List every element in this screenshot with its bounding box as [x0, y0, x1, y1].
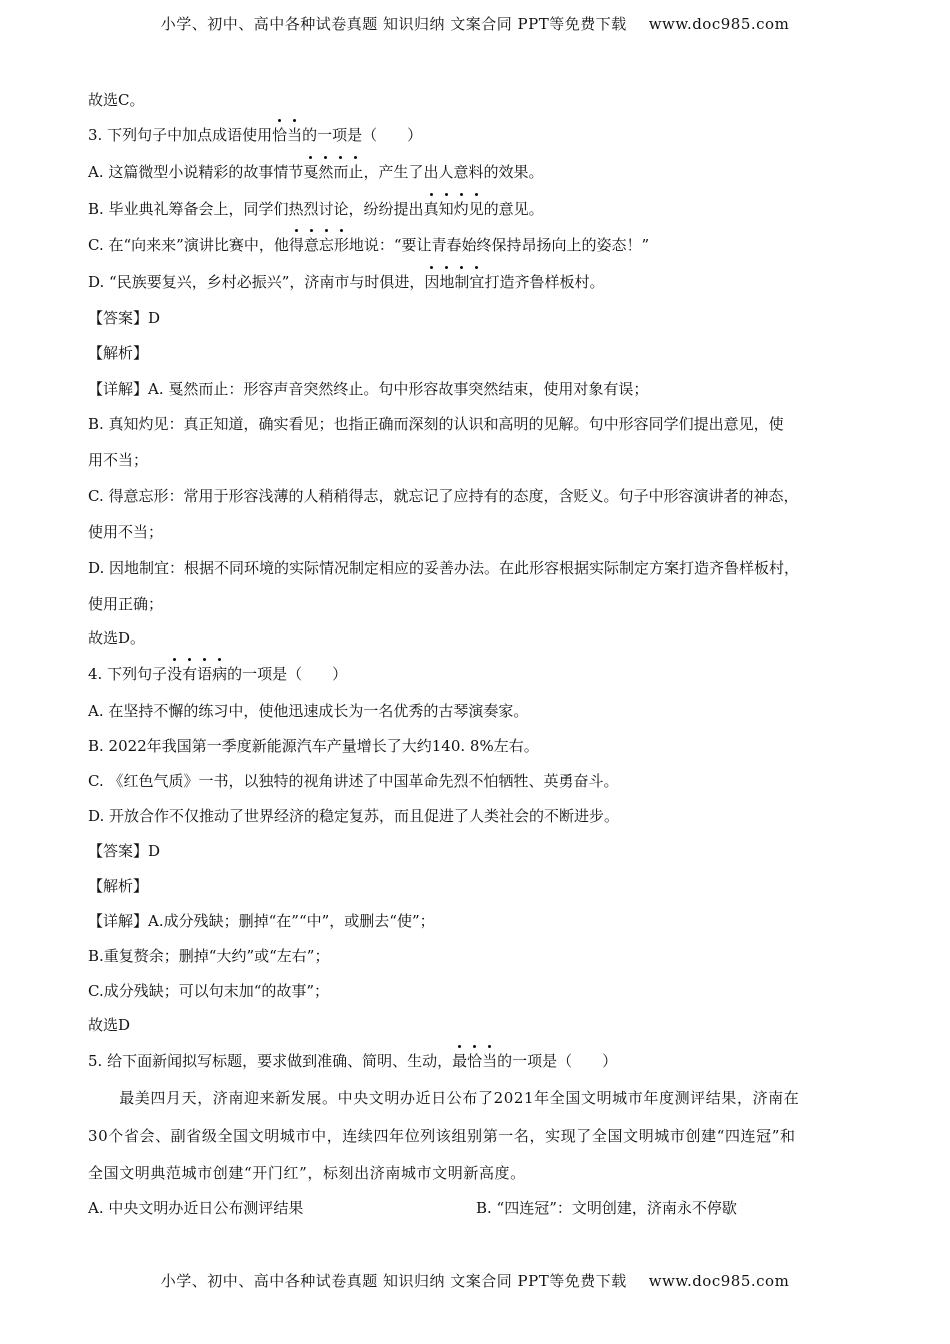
news-paragraph-line: 全国文明典范城市创建“开门红”，标刻出济南城市文明新高度。 — [88, 1164, 526, 1182]
dotted-char: 止 — [348, 163, 364, 181]
dotted-char: 当 — [287, 126, 303, 144]
detail-line: 【详解】A. 戛然而止：形容声音突然终止。句中形容故事突然结束，使用对象有误； — [88, 380, 649, 398]
detail-line: B.重复赘余；删掉“大约”或“左右”； — [88, 947, 330, 965]
dotted-char: 有 — [182, 665, 198, 683]
dotted-char: 因 — [424, 273, 440, 291]
dotted-char: 知 — [438, 200, 454, 218]
header-url[interactable]: www.doc985.com — [648, 15, 790, 33]
detail-line: B. 真知灼见：真正知道，确实看见；也指正确而深刻的认识和高明的见解。句中形容同学们提出意见，使 — [88, 415, 784, 433]
dotted-char: 病 — [212, 665, 228, 683]
option-3d: D. “民族要复兴，乡村必振兴”，济南市与时俱进，因地制宜打造齐鲁样板村。 — [88, 273, 605, 291]
detail-line: C.成分残缺；可以句末加“的故事”； — [88, 982, 330, 1000]
header-text: 小学、初中、高中各种试卷真题 知识归纳 文案合同 PPT等免费下载 — [160, 15, 627, 33]
option-4c: C. 《红色气质》一书，以独特的视角讲述了中国革命先烈不怕牺牲、英勇奋斗。 — [88, 772, 619, 790]
dotted-char: 灼 — [453, 200, 469, 218]
emphasis-dotted — [167, 665, 227, 683]
emphasis-dotted — [424, 200, 484, 218]
dotted-char: 地 — [439, 273, 455, 291]
dotted-char: 制 — [454, 273, 470, 291]
answer-label: 【答案】D — [88, 309, 161, 327]
dotted-char: 语 — [197, 665, 213, 683]
option-3a: A. 这篇微型小说精彩的故事情节戛然而止，产生了出人意料的效果。 — [88, 163, 544, 181]
conclusion-line: 故选D — [88, 1016, 131, 1034]
detail-line: C. 得意忘形：常用于形容浅薄的人稍稍得志，就忘记了应持有的态度，含贬义。句子中形容演讲者的神态， — [88, 487, 799, 505]
page-footer — [0, 1270, 950, 1291]
option-5b: B. “四连冠”：文明创建，济南永不停歇 — [476, 1199, 737, 1217]
detail-line: 【详解】A.成分残缺；删掉“在”“中”，或删去“使”； — [88, 912, 435, 930]
dotted-char: 然 — [318, 163, 334, 181]
page-header — [0, 13, 950, 34]
dotted-char: 得 — [288, 236, 304, 254]
option-3c: C. 在“向来来”演讲比赛中，他得意忘形地说：“要让青春始终保持昂扬向上的姿态！” — [88, 236, 650, 254]
footer-url[interactable]: www.doc985.com — [648, 1272, 790, 1290]
dotted-char: 最 — [452, 1052, 468, 1070]
dotted-char: 戛 — [303, 163, 319, 181]
detail-line: 用不当； — [88, 451, 149, 469]
detail-line: D. 因地制宜：根据不同环境的实际情况制定相应的妥善办法。在此形容根据实际制定方案打造齐鲁样板村， — [88, 559, 800, 577]
question-5: 5. 给下面新闻拟写标题，要求做到准确、简明、生动，最恰当的一项是（ ） — [88, 1052, 618, 1070]
analysis-label: 【解析】 — [88, 344, 149, 362]
answer-label: 【答案】D — [88, 842, 161, 860]
question-3: 3. 下列句子中加点成语使用恰当的一项是（ ） — [88, 126, 423, 144]
dotted-char: 意 — [303, 236, 319, 254]
footer-text: 小学、初中、高中各种试卷真题 知识归纳 文案合同 PPT等免费下载 — [160, 1272, 627, 1290]
emphasis-dotted — [424, 273, 484, 291]
emphasis-dotted — [452, 1052, 497, 1070]
detail-line: 使用不当； — [88, 523, 164, 541]
option-3b: B. 毕业典礼筹备会上，同学们热烈讨论，纷纷提出真知灼见的意见。 — [88, 200, 544, 218]
emphasis-dotted — [289, 236, 349, 254]
news-paragraph-line: 最美四月天，济南迎来新发展。中央文明办近日公布了2021年全国文明城市年度测评结果，济南在 — [88, 1089, 800, 1107]
dotted-char: 宜 — [469, 273, 485, 291]
emphasis-dotted — [272, 126, 302, 144]
dotted-char: 当 — [482, 1052, 498, 1070]
analysis-label: 【解析】 — [88, 877, 149, 895]
dotted-char: 恰 — [272, 126, 288, 144]
dotted-char: 没 — [167, 665, 183, 683]
detail-line: 使用正确； — [88, 595, 164, 613]
dotted-char: 形 — [333, 236, 349, 254]
text-line: 故选C。 — [88, 91, 145, 109]
dotted-char: 真 — [423, 200, 439, 218]
question-4: 4. 下列句子没有语病的一项是（ ） — [88, 665, 348, 683]
dotted-char: 见 — [468, 200, 484, 218]
option-5a: A. 中央文明办近日公布测评结果 — [88, 1199, 304, 1217]
news-paragraph-line: 30个省会、副省级全国文明城市中，连续四年位列该组别第一名，实现了全国文明城市创建“四连冠”和 — [88, 1127, 796, 1145]
option-4d: D. 开放合作不仅推动了世界经济的稳定复苏，而且促进了人类社会的不断进步。 — [88, 807, 620, 825]
dotted-char: 而 — [333, 163, 349, 181]
option-4a: A. 在坚持不懈的练习中，使他迅速成长为一名优秀的古琴演奏家。 — [88, 702, 529, 720]
emphasis-dotted — [303, 163, 363, 181]
dotted-char: 忘 — [318, 236, 334, 254]
option-4b: B. 2022年我国第一季度新能源汽车产量增长了大约140. 8%左右。 — [88, 737, 539, 755]
conclusion-line: 故选D。 — [88, 629, 146, 647]
dotted-char: 恰 — [467, 1052, 483, 1070]
